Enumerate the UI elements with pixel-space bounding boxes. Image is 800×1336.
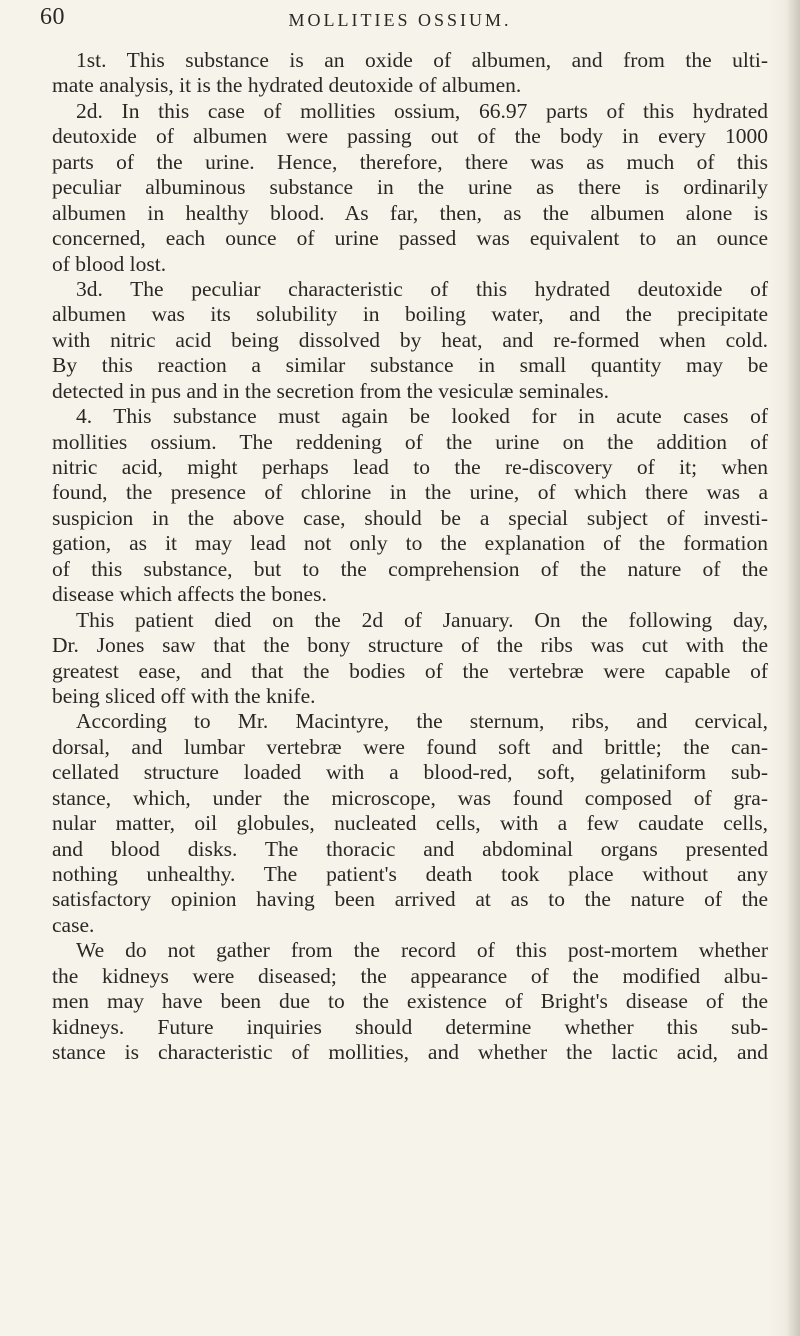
text-line: cellated structure loaded with a blood-red, soft, gelatiniform sub- <box>52 760 768 785</box>
text-line: found, the presence of chlorine in the urine, of which there was a <box>52 480 768 505</box>
text-line: men may have been due to the existence of Bright's disease of the <box>52 989 768 1014</box>
text-line: albumen in healthy blood. As far, then, as the albumen alone is <box>52 200 768 225</box>
text-line: and blood disks. The thoracic and abdominal organs presented <box>52 836 768 861</box>
body-text <box>52 48 768 1066</box>
text-line: disease which affects the bones. <box>52 582 327 607</box>
text-line: stance is characteristic of mollities, and whether the lactic acid, and <box>52 1040 768 1065</box>
text-line: nitric acid, might perhaps lead to the re-discovery of it; when <box>52 455 768 479</box>
text-line: nular matter, oil globules, nucleated cells, with a few caudate cells, <box>52 811 768 836</box>
text-line: greatest ease, and that the bodies of the vertebræ were capable of <box>52 658 768 683</box>
text-line: 1st. This substance is an oxide of albumen, and from the ulti- <box>76 48 768 72</box>
text-line: with nitric acid being dissolved by heat, and re-formed when cold. <box>52 327 768 352</box>
text-line: case. <box>52 912 95 937</box>
page-header <box>40 4 760 44</box>
text-line: of blood lost. <box>52 251 167 276</box>
text-line: concerned, each ounce of urine passed was equivalent to an ounce <box>52 226 768 251</box>
text-line: 3d. The peculiar characteristic of this hydrated deutoxide of <box>76 276 768 301</box>
text-line: According to Mr. Macintyre, the sternum, ribs, and cervical, <box>76 709 768 734</box>
text-line: Dr. Jones saw that the bony structure of the ribs was cut with the <box>52 633 768 658</box>
text-line: mollities ossium. The reddening of the urine on the addition of <box>52 429 768 454</box>
text-line: mate analysis, it is the hydrated deutoxide of albumen. <box>52 73 522 98</box>
text-line: dorsal, and lumbar vertebræ were found soft and brittle; the can- <box>52 734 768 759</box>
text-line: of this substance, but to the comprehension of the nature of the <box>52 556 768 581</box>
text-line: This patient died on the 2d of January. On the following day, <box>76 607 768 632</box>
text-line: 2d. In this case of mollities ossium, 66.97 parts of this hydrated <box>76 98 768 123</box>
text-line: By this reaction a similar substance in small quantity may be <box>52 353 768 378</box>
text-line: deutoxide of albumen were passing out of the body in every 1000 <box>52 124 768 149</box>
text-line: satisfactory opinion having been arrived at as to the nature of the <box>52 887 768 912</box>
text-line: peculiar albuminous substance in the urine as there is ordinarily <box>52 175 768 200</box>
text-line: parts of the urine. Hence, therefore, there was as much of this <box>52 149 768 174</box>
text-line: We do not gather from the record of this post-mortem whether <box>76 938 768 963</box>
text-line: suspicion in the above case, should be a special subject of investi- <box>52 505 768 530</box>
page-edge-shadow <box>786 0 800 1336</box>
text-line: gation, as it may lead not only to the explanation of the formation <box>52 531 768 556</box>
text-line: stance, which, under the microscope, was found composed of gra- <box>52 785 768 810</box>
text-line: nothing unhealthy. The patient's death took place without any <box>52 862 768 886</box>
text-line: albumen was its solubility in boiling water, and the precipitate <box>52 302 768 327</box>
text-line: being sliced off with the knife. <box>52 683 316 708</box>
text-line: kidneys. Future inquiries should determine whether this sub- <box>52 1014 768 1039</box>
page-number: 60 <box>40 4 65 30</box>
text-line: 4. This substance must again be looked for in acute cases of <box>76 404 768 429</box>
text-line: detected in pus and in the secretion from the vesiculæ seminales. <box>52 378 610 403</box>
running-head: MOLLITIES OSSIUM. <box>288 10 512 30</box>
text-line: the kidneys were diseased; the appearance of the modified albu- <box>52 963 768 988</box>
